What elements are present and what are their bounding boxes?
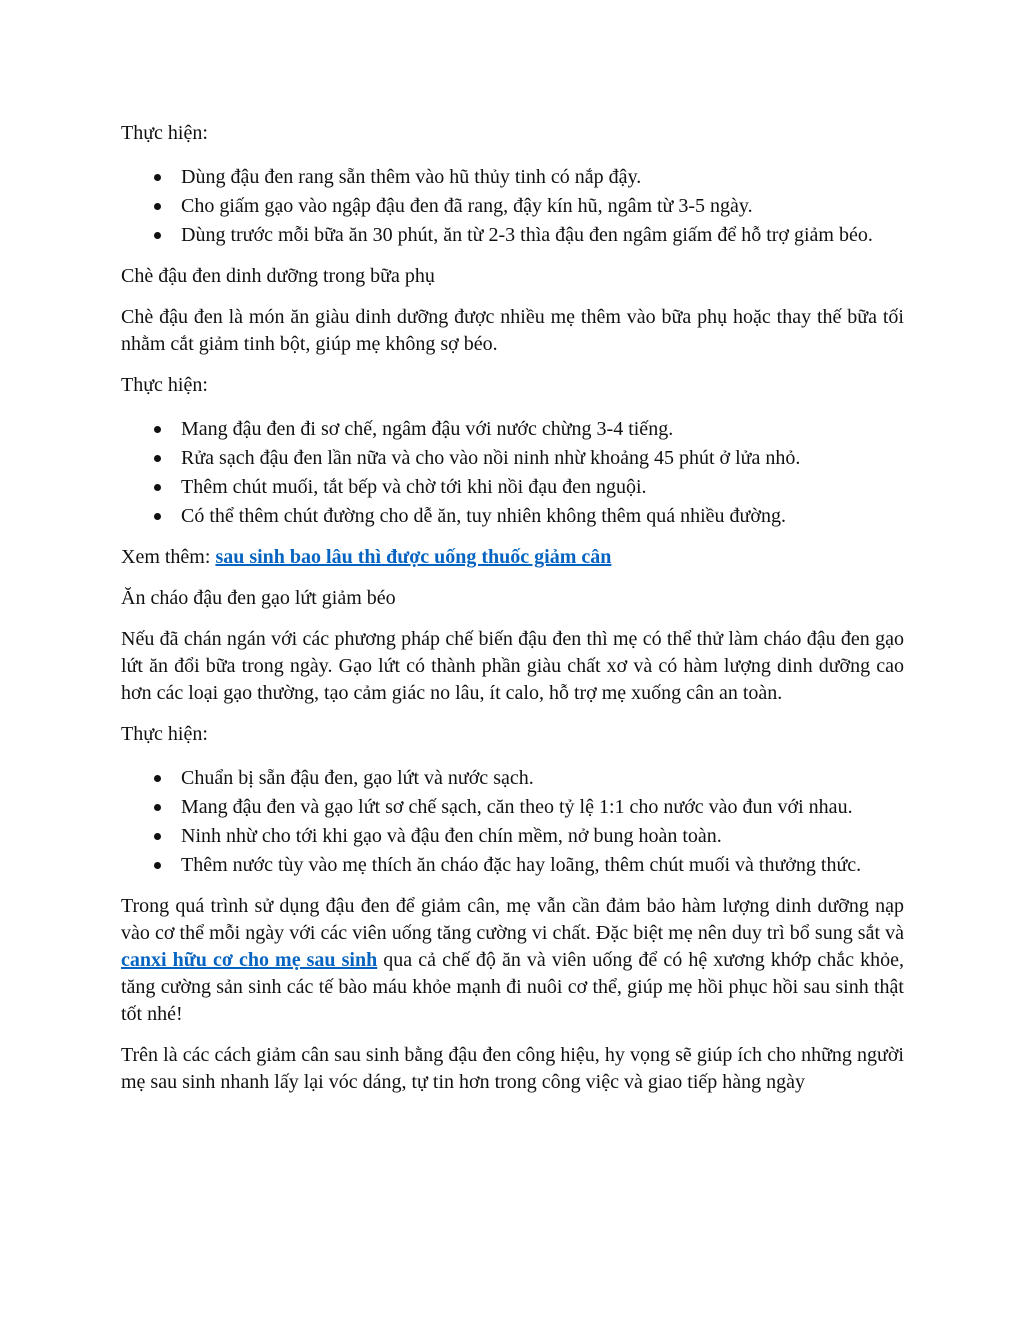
list-item: Ninh nhừ cho tới khi gạo và đậu đen chín mềm, nở bung hoàn toàn.: [181, 821, 904, 850]
list-item: Thêm chút muối, tắt bếp và chờ tới khi nồi đạu đen nguội.: [181, 472, 904, 501]
document-page: [121, 120, 904, 1110]
calcium-link[interactable]: canxi hữu cơ cho mẹ sau sinh: [121, 949, 378, 971]
list-item: Có thể thêm chút đường cho dễ ăn, tuy nhiên không thêm quá nhiều đường.: [181, 501, 904, 530]
see-more-label: Xem thêm:: [121, 546, 216, 568]
list-item: Dùng trước mỗi bữa ăn 30 phút, ăn từ 2-3 thìa đậu đen ngâm giấm để hỗ trợ giảm béo.: [181, 220, 904, 249]
section-intro: Nếu đã chán ngán với các phương pháp chế biến đậu đen thì mẹ có thể thử làm cháo đậu đen gạo lứt ăn đổi bữa trong ngày. Gạo lứt có thành phần giàu chất xơ và có hàm lượng dinh dưỡng cao hơn các loại gạo thường, tạo cảm giác no lâu, ít calo, hỗ trợ mẹ xuống cân an toàn.: [121, 628, 904, 704]
section-title: Chè đậu đen dinh dưỡng trong bữa phụ: [121, 265, 435, 287]
list-item: Thêm nước tùy vào mẹ thích ăn cháo đặc hay loãng, thêm chút muối và thưởng thức.: [181, 850, 904, 879]
advice-paragraph: [121, 893, 904, 1028]
steps-list: [121, 414, 904, 530]
steps-list: [121, 162, 904, 249]
advice-text: Trong quá trình sử dụng đậu đen để giảm cân, mẹ vẫn cần đảm bảo hàm lượng dinh dưỡng nạp vào cơ thể mỗi ngày với các viên uống tăng cường vi chất. Đặc biệt mẹ nên duy trì bổ sung sắt và: [121, 895, 904, 944]
list-item: Mang đậu đen đi sơ chế, ngâm đậu với nước chừng 3-4 tiếng.: [181, 414, 904, 443]
section-intro: Chè đậu đen là món ăn giàu dinh dưỡng được nhiều mẹ thêm vào bữa phụ hoặc thay thế bữa tối nhằm cắt giảm tinh bột, giúp mẹ không sợ béo.: [121, 306, 904, 355]
steps-heading: Thực hiện:: [121, 374, 208, 396]
list-item: Dùng đậu đen rang sẵn thêm vào hũ thủy tinh có nắp đậy.: [181, 162, 904, 191]
list-item: Mang đậu đen và gạo lứt sơ chế sạch, căn theo tỷ lệ 1:1 cho nước vào đun với nhau.: [181, 792, 904, 821]
see-more: [121, 544, 904, 571]
conclusion-paragraph: Trên là các cách giảm cân sau sinh bằng đậu đen công hiệu, hy vọng sẽ giúp ích cho những người mẹ sau sinh nhanh lấy lại vóc dáng, tự tin hơn trong công việc và giao tiếp hàng ngày: [121, 1044, 904, 1093]
see-more-link[interactable]: sau sinh bao lâu thì được uống thuốc giảm cân: [215, 546, 612, 568]
steps-list: [121, 763, 904, 879]
list-item: Rửa sạch đậu đen lần nữa và cho vào nồi ninh nhừ khoảng 45 phút ở lửa nhỏ.: [181, 443, 904, 472]
advice-text: qua cả chế độ ăn và viên uống để có hệ xương khớp chắc khỏe, tăng cường sản sinh các tế bào máu khỏe mạnh đi nuôi cơ thể, giúp mẹ hồi phục hồi sau sinh thật tốt nhé!: [121, 949, 904, 1025]
steps-heading: Thực hiện:: [121, 723, 208, 745]
steps-heading: Thực hiện:: [121, 122, 208, 144]
list-item: Chuẩn bị sẵn đậu đen, gạo lứt và nước sạch.: [181, 763, 904, 792]
section-title: Ăn cháo đậu đen gạo lứt giảm béo: [121, 587, 396, 609]
list-item: Cho giấm gạo vào ngập đậu đen đã rang, đậy kín hũ, ngâm từ 3-5 ngày.: [181, 191, 904, 220]
